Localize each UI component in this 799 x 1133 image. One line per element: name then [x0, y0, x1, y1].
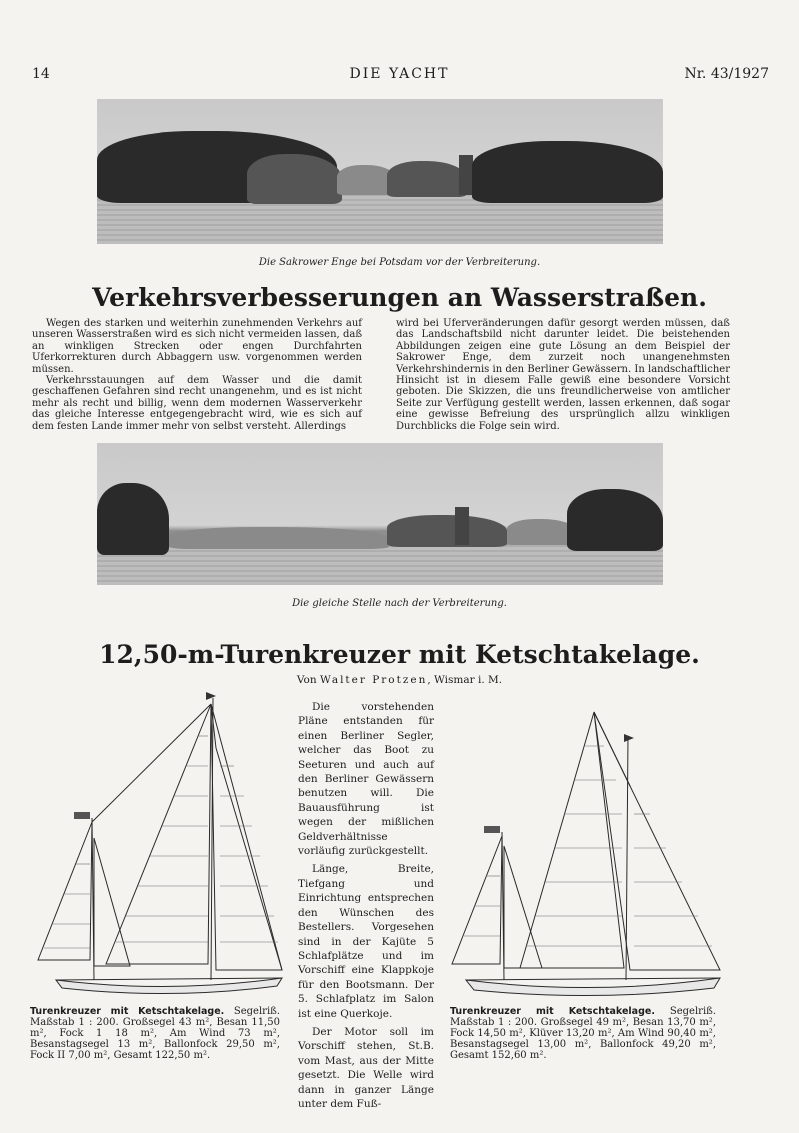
article-headline-waterways: Verkehrsverbesserungen an Wasserstraßen. [92, 283, 707, 312]
figure-caption-left [30, 1006, 280, 1061]
paragraph: Verkehrsstauungen auf dem Wasser und die damit geschaffenen Gefahren sind recht unangenehm, und es ist nicht mehr als recht und billig, wenn dem modernen Wasserverkehr das gleiche Interesse entgegengebracht wird, wie es sich auf dem festen Lande immer mehr von selbst versteht. Allerdings [32, 375, 362, 432]
paragraph: Der Motor soll im Vorschiff stehen, St.B. vom Mast, aus der Mitte gesetzt. Die Welle wird dann in ganzer Länge unter dem Fuß- [298, 1025, 434, 1110]
article-column-right [396, 318, 730, 432]
paragraph: wird bei Uferveränderungen dafür gesorgt werden müssen, daß das Landschaftsbild nicht darunter leidet. Die beistehenden Abbildungen zeigen eine gute Lösung an dem Beispiel der Sakrower Enge, dem zurzeit noch unangenehmsten Verkehrshindernis in den Berliner Gewässern. In landschaftlicher Hinsicht ist in diesem Falle gewiß eine besondere Vorsicht geboten. Die Skizzen, die uns freundlicherweise von amtlicher Seite zur Verfügung gestellt werden, lassen erkennen, daß sogar eine gewisse Befreiung des ursprünglich allzu winkligen Durchblicks die Folge sein wird. [396, 318, 730, 432]
photo-caption-before: Die Sakrower Enge bei Potsdam vor der Verbreiterung. [258, 257, 541, 268]
article-body-cruiser [298, 700, 434, 1115]
article-column-left [32, 318, 362, 432]
byline-prefix: Von [296, 674, 317, 686]
author-name: Walter Protzen [319, 674, 428, 686]
author-location: , Wismar i. M. [427, 674, 503, 686]
photo-before-widening [97, 99, 663, 244]
sail-plan-right [444, 706, 728, 1002]
figure-text: Segelriß. Maßstab 1 : 200. Großsegel 43 m², Besan 11,50 m², Fock 1 18 m², Am Wind 73 m², Besanstagsegel 13 m², Ballonfock 29,50 m², Fock II 7,00 m², Gesamt 122,50 m². [30, 1006, 280, 1061]
paragraph: Länge, Breite, Tiefgang und Einrichtung entsprechen den Wünschen des Bestellers. Vorgesehen sind in der Kajüte 5 Schlafplätze und im Vorschiff eine Klappkoje für den Bootsmann. Der 5. Schlafplatz im Salon ist eine Querkoje. [298, 863, 434, 1020]
figure-title: Turenkreuzer mit Ketschtakelage. [450, 1006, 655, 1017]
photo-after-widening [97, 443, 663, 585]
figure-caption-right [450, 1006, 716, 1061]
article-headline-cruiser: 12,50-m-Turenkreuzer mit Ketschtakelage. [99, 640, 700, 669]
journal-title: DIE YACHT [349, 66, 450, 82]
figure-text: Segelriß. Maßstab 1 : 200. Großsegel 49 m², Besan 13,70 m², Fock 14,50 m², Klüver 13,20 m², Am Wind 90,40 m², Besanstagsegel 13,00 m², Ballonfock 49,20 m², Gesamt 152,60 m². [450, 1006, 716, 1061]
photo-caption-after: Die gleiche Stelle nach der Verbreiterung. [292, 598, 507, 609]
figure-title: Turenkreuzer mit Ketschtakelage. [30, 1006, 225, 1017]
byline [0, 674, 799, 686]
issue-number: Nr. 43/1927 [684, 66, 769, 82]
paragraph: Die vorstehenden Pläne entstanden für einen Berliner Segler, welcher das Boot zu Seeturen und auch auf den Berliner Gewässern benutzen will. Die Bauausführung ist wegen der mißlichen Geldverhältnisse vorläufig zurückgestellt. [298, 701, 434, 858]
sail-plan-left [30, 688, 288, 1002]
paragraph: Wegen des starken und weiterhin zunehmenden Verkehrs auf unseren Wasserstraßen wird es sich nicht vermeiden lassen, daß an winkligen Strecken oder engen Durchfahrten Uferkorrekturen durch Abbaggern usw. vorgenommen werden müssen. [32, 318, 362, 375]
page-number: 14 [32, 66, 50, 82]
